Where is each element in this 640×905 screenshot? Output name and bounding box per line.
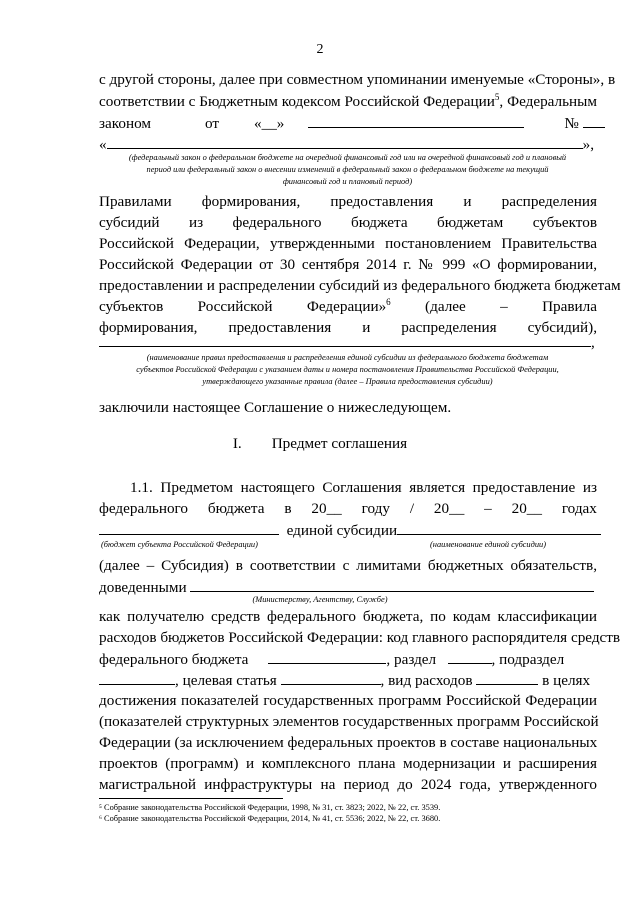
word: в <box>284 500 292 517</box>
text: в целях <box>542 672 591 689</box>
text: федерального бюджета <box>99 651 249 668</box>
word-zakonom: законом <box>99 115 151 132</box>
para2-line4: Российской Федерации от 30 сентября 2014 г. № 999 «О формировании, <box>99 256 597 273</box>
text: , раздел <box>386 651 437 668</box>
clause-line6: как получателю средств федерального бюджета, по кодам классификации <box>99 608 597 625</box>
dash: – <box>484 500 492 517</box>
open-quote: « <box>99 136 107 153</box>
clause-line9 <box>99 670 597 690</box>
year-placeholder: 20__ <box>511 500 542 517</box>
number-sign: № <box>564 115 579 132</box>
word: бюджетам <box>437 214 504 231</box>
year-placeholder: 20__ <box>311 500 342 517</box>
word: субсидий), <box>527 319 597 336</box>
word: и <box>362 319 371 336</box>
clause-line4: (далее – Субсидия) в соответствии с лимитами бюджетных обязательств, <box>99 557 597 574</box>
word-ot: от <box>204 115 220 132</box>
footnote-separator <box>99 798 283 799</box>
word: предоставления <box>330 193 434 210</box>
caption-ministry: (Министерству, Агентству, Службе) <box>252 595 388 604</box>
clause-line10: достижения показателей государственных программ Российской Федерации <box>99 692 597 709</box>
year-placeholder: 20__ <box>433 500 465 517</box>
para2-line6 <box>99 297 597 317</box>
ministry-blank-line <box>190 577 594 592</box>
word: Правила <box>542 298 597 315</box>
clause-line12: Федерации (за исключением федеральных проектов в составе национальных <box>99 734 598 751</box>
para1-line2-text: соответствии с Бюджетным кодексом Российской Федерации$^5$, Федеральным <box>99 91 597 110</box>
budget-blank-line <box>99 520 279 535</box>
word: бюджета <box>350 214 408 231</box>
word: субъектов <box>532 214 597 231</box>
word: бюджета <box>207 500 265 517</box>
para2-line1 <box>99 192 597 212</box>
caption1-line1: (федеральный закон о федеральном бюджете на очередной финансовый год или на очередной финансовый год и плановый <box>128 153 567 162</box>
word: годах <box>561 500 597 517</box>
single-subsidy-text: единой субсидии <box>286 522 398 539</box>
date-placeholder: «__» <box>254 115 285 132</box>
target-article-blank-line <box>281 670 381 685</box>
caption-budget: (бюджет субъекта Российской Федерации) <box>101 540 258 549</box>
para1-line2 <box>99 92 597 112</box>
footnote-ref-5: 5 <box>494 91 500 102</box>
word: субъектов <box>99 298 164 315</box>
footnote-6: ⁶ Собрание законодательства Российской Федерации, 2014, № 41, ст. 5536; 2022, № 22, ст. 3680. <box>99 814 441 823</box>
text: , подраздел <box>491 651 565 668</box>
clause-line13: проектов (программ) и комплексного плана модернизации и расширения <box>99 755 597 772</box>
section-blank-line <box>448 649 492 664</box>
footnote-ref-6: 6 <box>386 296 391 307</box>
section-title: Предмет соглашения <box>271 435 408 452</box>
word: – <box>500 298 508 315</box>
rules-name-blank-line <box>99 332 591 347</box>
comma: , <box>591 334 595 351</box>
number-blank-line <box>583 113 605 128</box>
word: и <box>463 193 472 210</box>
para2-line5: предоставлении и распределении субсидий из федерального бюджета бюджетам <box>99 277 621 294</box>
text: , целевая статья <box>175 672 277 689</box>
word: субсидий <box>99 214 160 231</box>
para2-line3: Российской Федерации, утвержденными постановлением Правительства <box>99 235 597 252</box>
expense-type-blank-line <box>476 670 538 685</box>
clause-line1: 1.1. Предметом настоящего Соглашения является предоставление из <box>130 479 597 496</box>
caption2-line2: субъектов Российской Федерации с указанием даты и номера постановления Правительства Российской Федерации, <box>136 365 559 374</box>
caption1-line3: финансовый год и плановый период) <box>282 177 413 186</box>
para1-line1: с другой стороны, далее при совместном упоминании именуемые «Стороны», в <box>99 71 616 88</box>
para2-line2 <box>99 213 597 233</box>
word-dovedennymi: доведенными <box>99 579 187 596</box>
word: предоставления <box>228 319 332 336</box>
clause-line2 <box>99 499 597 519</box>
word: формирования, <box>201 193 301 210</box>
page-number: 2 <box>316 42 324 57</box>
caption2-line1: (наименование правил предоставления и распределения единой субсидии из федерального бюджета бюджетам <box>146 353 549 362</box>
subsidy-name-blank-line <box>397 520 601 535</box>
caption2-line3: утверждающего указанные правила (далее – Правила предоставления субсидии) <box>202 377 493 386</box>
text: , вид расходов <box>380 672 473 689</box>
word: федерального <box>232 214 322 231</box>
word: из <box>188 214 204 231</box>
clause-line7: расходов бюджетов Российской Федерации: код главного распорядителя средств <box>99 629 621 646</box>
para3-text: заключили настоящее Соглашение о нижеследующем. <box>99 399 452 416</box>
law-name-blank-line <box>107 134 583 149</box>
slash: / <box>409 500 415 517</box>
word: формирования, <box>99 319 198 336</box>
word-federatsii: Федерации»$^6$ <box>306 296 391 315</box>
section-heading <box>0 434 640 454</box>
close-quote: », <box>582 136 594 153</box>
para2-line8 <box>99 332 597 352</box>
clause-line14: магистральной инфраструктуры на период до 2024 года, утвержденного <box>99 776 597 793</box>
word: Российской <box>197 298 273 315</box>
grbs-blank-line <box>268 649 386 664</box>
subsection-blank-line <box>99 670 175 685</box>
para1-line3 <box>99 113 597 133</box>
word: распределения <box>401 319 497 336</box>
word: году <box>361 500 390 517</box>
caption-subsidy-name: (наименование единой субсидии) <box>430 540 546 549</box>
date-blank-line <box>308 113 524 128</box>
word: федерального <box>99 500 188 517</box>
word: (далее <box>425 298 466 315</box>
section-number: I. <box>232 435 242 452</box>
word: Правилами <box>99 193 172 210</box>
footnote-5: ⁵ Собрание законодательства Российской Федерации, 1998, № 31, ст. 3823; 2022, № 22, ст. 3539. <box>99 803 441 812</box>
word: распределения <box>501 193 597 210</box>
para1-line4 <box>99 134 597 154</box>
clause-line11: (показателей структурных элементов государственных программ Российской <box>99 713 599 730</box>
clause-line8 <box>99 649 597 669</box>
clause-line3 <box>99 520 597 540</box>
caption1-line2: период или федеральный закон о внесении изменений в федеральный закон о федеральном бюджете на текущий <box>146 165 549 174</box>
